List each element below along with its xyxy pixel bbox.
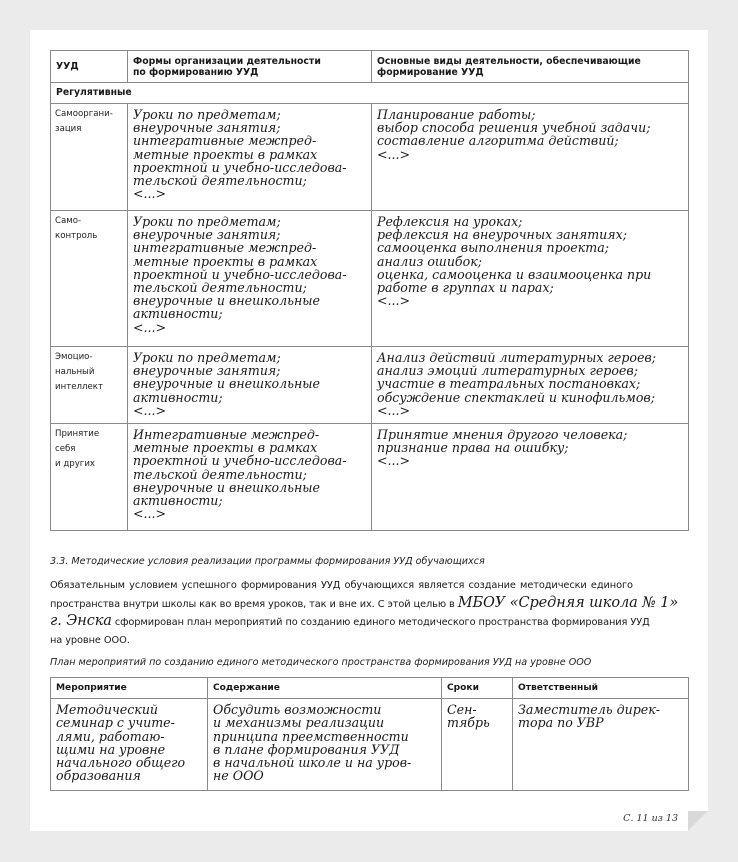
cell-line: рефлексия на внеурочных занятиях; [377, 227, 627, 243]
responsible-cell [513, 699, 689, 791]
cell-line: и других [55, 459, 95, 469]
body-paragraph [50, 577, 690, 649]
header-content: Содержание [208, 678, 442, 699]
cell-line: внеурочные занятия; [133, 363, 281, 379]
uud-name-cell [51, 104, 128, 211]
cell-line: оценка, самооценка и взаимооценка при [377, 266, 652, 282]
cell-line: начального общего [56, 755, 186, 771]
header-activities [372, 51, 689, 83]
header-uud [51, 51, 128, 83]
cell-line: Эмоцио- [55, 352, 93, 362]
cell-line: <...> [377, 293, 411, 309]
cell-line: Сен- [447, 702, 477, 717]
city-name: г. Энска [50, 613, 112, 629]
paragraph-line: Обязательным условием успешного формирования УУД обучающихся является создание методически единого [50, 580, 633, 591]
cell-line: участие в театральных постановках; [377, 376, 641, 392]
cell-line: метные проекты в рамках [133, 253, 318, 269]
cell-line: Принятие [55, 429, 100, 439]
cell-line: лями, работаю- [56, 728, 165, 744]
cell-line: составление алгоритма действий; [377, 133, 619, 149]
paragraph-text: пространства внутри школы как во время уроков, так и вне их. С этой целью в [50, 598, 458, 610]
uud-name-cell [51, 211, 128, 347]
cell-line: <...> [133, 402, 167, 418]
header-text: формирование УУД [377, 66, 484, 78]
plan-table [50, 677, 689, 791]
table-header-row [51, 51, 689, 83]
header-responsible: Ответственный [513, 678, 689, 699]
table-row [51, 347, 689, 424]
header-text: по формированию УУД [133, 66, 259, 78]
cell-line: семинар с учите- [56, 715, 175, 731]
cell-line: внеурочные и внешкольные [133, 376, 320, 392]
cell-line: Уроки по предметам; [133, 214, 281, 229]
cell-line: себя [55, 444, 76, 454]
cell-line: интегративные межпред- [133, 240, 317, 256]
cell-line: активности; [133, 306, 223, 322]
cell-line: метные проекты в рамках [133, 146, 318, 162]
cell-line: <...> [377, 453, 411, 469]
cell-line: Анализ действий литературных героев; [377, 350, 656, 365]
cell-line: тябрь [447, 715, 490, 731]
header-text: Формы организации деятельности [133, 55, 321, 67]
cell-line: Заместитель дирек- [518, 702, 661, 717]
cell-line: контроль [55, 231, 98, 241]
paragraph-line: на уровне ООО. [50, 634, 130, 646]
forms-cell [128, 424, 372, 531]
forms-cell [128, 211, 372, 347]
cell-line: Рефлексия на уроках; [377, 214, 523, 229]
uud-name-cell [51, 424, 128, 531]
page-fold-corner [688, 811, 708, 831]
cell-line: щими на уровне [56, 741, 166, 757]
cell-line: <...> [133, 319, 167, 335]
cell-line: Обсудить возможности [213, 702, 382, 717]
cell-line: активности; [133, 493, 223, 509]
page-number: С. 11 из 13 [623, 813, 678, 824]
cell-line: образования [56, 768, 141, 784]
cell-line: Само- [55, 216, 82, 226]
cell-line: активности; [133, 389, 223, 405]
section-label: Регулятивные [51, 83, 689, 104]
cell-line: проектной и учебно-исследова- [133, 159, 347, 175]
uud-name-cell [51, 347, 128, 424]
school-name: МБОУ «Средняя школа № 1» [457, 594, 679, 611]
cell-line: <...> [377, 402, 411, 418]
header-dates: Сроки [442, 678, 513, 699]
activities-cell [372, 104, 689, 211]
dates-cell [442, 699, 513, 791]
cell-line: тельской деятельности; [133, 280, 307, 296]
cell-line: Самооргани- [55, 109, 113, 119]
cell-line: внеурочные и внешкольные [133, 479, 320, 495]
cell-line: интегративные межпред- [133, 133, 317, 149]
activities-cell [372, 211, 689, 347]
section-row [51, 83, 689, 104]
header-text: УУД [56, 61, 79, 72]
forms-cell [128, 104, 372, 211]
uud-table [50, 50, 689, 531]
cell-line: внеурочные и внешкольные [133, 293, 320, 309]
activities-cell [372, 347, 689, 424]
header-forms [128, 51, 372, 83]
paragraph-line [50, 595, 690, 614]
cell-line: Уроки по предметам; [133, 107, 281, 122]
cell-line: не ООО [213, 768, 264, 784]
cell-line: обсуждение спектаклей и кинофильмов; [377, 389, 655, 405]
cell-line: <...> [377, 146, 411, 162]
cell-line: Уроки по предметам; [133, 350, 281, 365]
document-page [30, 30, 708, 831]
forms-cell [128, 347, 372, 424]
content-cell [208, 699, 442, 791]
cell-line: работе в группах и парах; [377, 280, 554, 296]
cell-line: внеурочные занятия; [133, 120, 281, 136]
cell-line: анализ эмоций литературных героев; [377, 363, 638, 379]
cell-line: в начальной школе и на уров- [213, 755, 412, 771]
cell-line: Планирование работы; [377, 107, 536, 122]
cell-line: Принятие мнения другого человека; [377, 427, 628, 442]
cell-line: зация [55, 124, 82, 134]
cell-line: анализ ошибок; [377, 253, 482, 269]
cell-line: самооценка выполнения проекта; [377, 240, 609, 256]
cell-line: тельской деятельности; [133, 466, 307, 482]
plan-caption: План мероприятий по созданию единого методического пространства формирования УУД на уровне ООО [50, 657, 592, 668]
table-row [51, 211, 689, 347]
cell-line: принципа преемственности [213, 728, 409, 744]
cell-line: <...> [133, 186, 167, 202]
cell-line: тора по УВР [518, 715, 604, 731]
section-heading: 3.3. Методические условия реализации программы формирования УУД обучающихся [50, 556, 485, 567]
activities-cell [372, 424, 689, 531]
cell-line: нальный [55, 367, 95, 377]
cell-line: внеурочные занятия; [133, 227, 281, 243]
cell-line: Интегративные межпред- [133, 427, 320, 442]
cell-line: Методический [56, 702, 159, 717]
cell-line: выбор способа решения учебной задачи; [377, 120, 651, 136]
header-text: Основные виды деятельности, обеспечивающие [377, 55, 641, 67]
table-row [51, 699, 689, 791]
cell-line: признание права на ошибку; [377, 440, 569, 456]
cell-line: <...> [133, 506, 167, 522]
table-row [51, 424, 689, 531]
cell-line: интеллект [55, 382, 103, 392]
cell-line: метные проекты в рамках [133, 440, 318, 456]
paragraph-text: сформирован план мероприятий по созданию единого методического пространства формирования УУД [111, 617, 650, 628]
cell-line: в плане формирования УУД [213, 741, 400, 757]
table-row [51, 104, 689, 211]
event-cell [51, 699, 208, 791]
paragraph-line [50, 613, 690, 632]
cell-line: проектной и учебно-исследова- [133, 266, 347, 282]
cell-line: тельской деятельности; [133, 173, 307, 189]
cell-line: и механизмы реализации [213, 715, 385, 731]
cell-line: проектной и учебно-исследова- [133, 453, 347, 469]
header-event: Мероприятие [51, 678, 208, 699]
table-header-row [51, 678, 689, 699]
